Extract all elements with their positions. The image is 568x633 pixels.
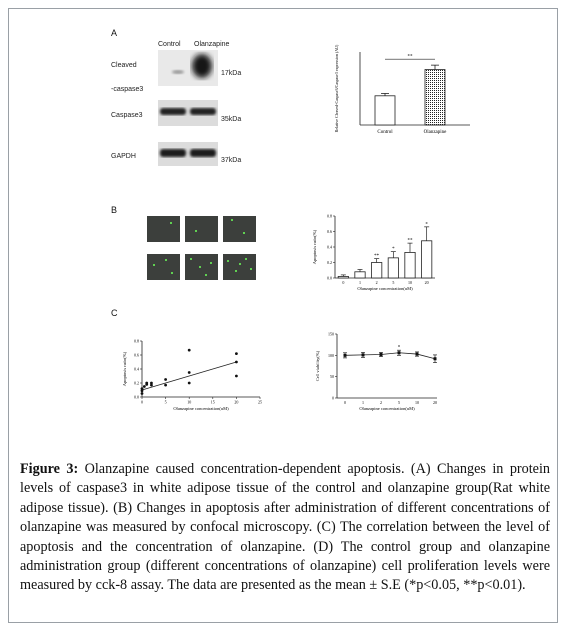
- scatter-point: [143, 385, 146, 388]
- bar: [372, 263, 382, 279]
- x-tick-label: 10: [415, 400, 419, 405]
- fit-line: [142, 362, 236, 390]
- x-tick-label: 0: [342, 280, 345, 285]
- y-axis-label: Relative Cleaved-Caspase3/Caspase3 expression (AU): [334, 44, 339, 133]
- y-tick-label: 0: [332, 395, 334, 401]
- lane-label-control: Control: [158, 41, 181, 48]
- x-tick-label: 25: [258, 399, 262, 405]
- scatter-point: [164, 378, 167, 381]
- scatter-point: [188, 382, 191, 385]
- western-blot-image: [158, 50, 218, 174]
- confocal-tile: [147, 254, 180, 280]
- y-tick-label: 50: [330, 374, 334, 380]
- bar: [405, 252, 415, 278]
- y-tick-label: 0.8: [134, 338, 139, 344]
- confocal-tile: [223, 216, 256, 242]
- x-axis-label: Olanzapine concentration(uM): [173, 406, 229, 411]
- y-tick-label: 0.2: [134, 380, 139, 386]
- scatter-point: [145, 382, 148, 385]
- x-tick-label: 15: [210, 399, 215, 405]
- caption-text: Olanzapine caused concentration-dependent apoptosis. (A) Changes in protein levels of caspase3 in white adipose tissue of the control and olanzapine group(Rat white adipose tissue). (B) Changes in apoptosis after administration of different concentrations of olanzapine was measured by confocal microscopy. (C) The correlation between the level of apoptosis and the concentration of olanzapine. (D) The control group and olanzapine administration group (different concentrations of olanzapine) cell proliferation levels were measured by cck-8 assay. The data are presented as the mean ± S.E (*p<0.05, **p<0.01).: [20, 461, 550, 594]
- x-tick-label: 20: [234, 399, 239, 405]
- blot-row-label-cleaved-2: -caspase3: [111, 86, 144, 93]
- blot-row-label-gapdh: GAPDH: [111, 153, 136, 160]
- y-axis-label: Cell viability(%): [315, 350, 320, 382]
- x-tick-label: 5: [398, 400, 400, 405]
- x-tick-label: Olanzapine: [423, 130, 447, 135]
- x-tick-label: 2: [380, 400, 382, 405]
- y-tick-label: 100: [328, 352, 334, 358]
- x-tick-label: 1: [362, 400, 364, 405]
- data-point: [398, 351, 401, 354]
- blot-size-35: 35kDa: [221, 116, 242, 123]
- significance-label: **: [374, 254, 380, 260]
- x-tick-label: 0: [344, 400, 346, 405]
- data-point: [380, 353, 383, 356]
- blot-size-17: 17kDa: [221, 70, 242, 77]
- x-tick-label: 5: [164, 399, 167, 405]
- y-tick-label: 0.6: [327, 229, 332, 234]
- y-axis-label: Apoptosis ratio(%): [122, 351, 127, 387]
- y-tick-label: 0.4: [134, 366, 139, 372]
- confocal-tile: [185, 216, 218, 242]
- scatter-point: [164, 384, 167, 387]
- blot-row-label-caspase3: Caspase3: [111, 112, 143, 119]
- data-point: [416, 353, 419, 356]
- panel-c-letter: C: [111, 308, 118, 318]
- bar: [388, 258, 398, 278]
- confocal-image-grid: [147, 216, 257, 292]
- bar: [338, 276, 348, 278]
- significance-label: **: [407, 54, 413, 60]
- x-tick-label: Control: [377, 130, 393, 135]
- y-tick-label: 0.4: [327, 244, 332, 250]
- scatter-point: [141, 392, 144, 395]
- scatter-point: [188, 349, 191, 352]
- y-tick-label: 0.0: [134, 394, 139, 400]
- scatter-point: [235, 361, 238, 364]
- chart-c-scatter: [120, 335, 270, 415]
- blot-row-label-cleaved: Cleaved: [111, 62, 137, 69]
- y-tick-label: 0.0: [327, 275, 332, 281]
- panel-b-letter: B: [111, 205, 118, 215]
- x-axis-label: Olanzapine concentration(uM): [359, 406, 415, 411]
- scatter-point: [188, 371, 191, 374]
- y-tick-label: 0.8: [327, 213, 332, 219]
- lane-label-olanzapine: Olanzapine: [194, 41, 230, 48]
- significance-label: *: [397, 345, 401, 351]
- data-point: [344, 354, 347, 357]
- bar: [375, 96, 395, 125]
- significance-label: *: [425, 222, 428, 228]
- figure-caption: [20, 460, 550, 596]
- confocal-tile: [185, 254, 218, 280]
- bar: [355, 272, 365, 278]
- x-tick-label: 10: [408, 280, 412, 285]
- x-tick-label: 0: [141, 399, 143, 405]
- x-tick-label: 10: [187, 399, 192, 405]
- caption-label: Figure 3:: [20, 461, 79, 477]
- panel-a-letter: A: [111, 28, 118, 38]
- chart-d-line: [312, 328, 487, 418]
- scatter-point: [141, 387, 144, 390]
- x-tick-label: 5: [392, 280, 395, 285]
- significance-label: *: [392, 247, 395, 253]
- scatter-point: [235, 352, 238, 355]
- y-tick-label: 150: [328, 331, 334, 337]
- x-tick-label: 20: [433, 400, 437, 405]
- data-point: [362, 353, 365, 356]
- confocal-tile: [147, 216, 180, 242]
- x-axis-label: Olanzapine concentration(uM): [357, 286, 413, 291]
- x-tick-label: 20: [424, 280, 429, 285]
- data-point: [434, 357, 437, 360]
- chart-b-bar: [310, 208, 485, 303]
- significance-label: **: [407, 238, 413, 244]
- confocal-tile: [223, 254, 256, 280]
- y-tick-label: 0.2: [327, 260, 332, 265]
- chart-a-bar: [330, 40, 480, 145]
- x-tick-label: 1: [359, 280, 361, 285]
- x-tick-label: 2: [375, 280, 378, 285]
- bar: [422, 241, 432, 278]
- bar: [425, 70, 445, 125]
- scatter-point: [150, 384, 153, 387]
- y-axis-label: Apoptosis ratio(%): [312, 229, 317, 265]
- series-line: [345, 353, 435, 359]
- y-tick-label: 0.6: [134, 352, 139, 358]
- blot-size-37: 37kDa: [221, 157, 242, 164]
- scatter-point: [235, 375, 238, 378]
